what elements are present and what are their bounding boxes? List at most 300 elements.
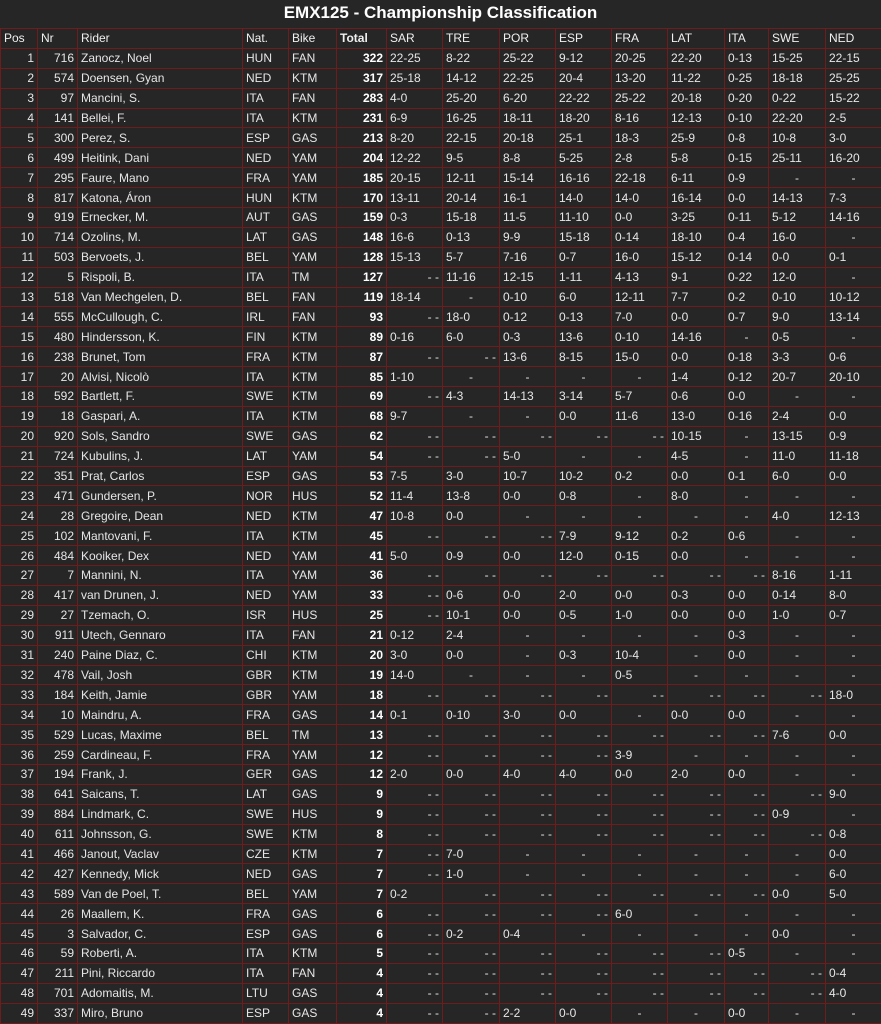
nation-cell: ITA xyxy=(243,406,289,426)
result-cell: 5-25 xyxy=(556,148,612,168)
result-cell: - xyxy=(826,924,881,944)
nation-cell: BEL xyxy=(243,725,289,745)
header-bike[interactable]: Bike xyxy=(289,29,337,49)
total-cell: 9 xyxy=(337,804,387,824)
header-nr[interactable]: Nr xyxy=(38,29,78,49)
result-cell: 0-3 xyxy=(387,208,443,228)
bike-cell: TM xyxy=(289,267,337,287)
result-cell: - - xyxy=(725,884,769,904)
pos-cell: 20 xyxy=(1,426,38,446)
header-round[interactable]: SAR xyxy=(387,29,443,49)
result-cell: - - xyxy=(668,884,725,904)
number-cell: 484 xyxy=(38,546,78,566)
result-cell: - xyxy=(725,904,769,924)
result-cell: 12-0 xyxy=(769,267,826,287)
nation-cell: GBR xyxy=(243,685,289,705)
result-cell: 0-6 xyxy=(668,387,725,407)
bike-cell: FAN xyxy=(289,625,337,645)
result-cell: - - xyxy=(443,904,500,924)
rider-cell: Kennedy, Mick xyxy=(78,864,243,884)
rider-cell: Hindersson, K. xyxy=(78,327,243,347)
bike-cell: GAS xyxy=(289,1003,337,1023)
result-cell: - - xyxy=(500,566,556,586)
result-cell: - - xyxy=(769,824,826,844)
result-cell: - - xyxy=(612,804,668,824)
bike-cell: TM xyxy=(289,725,337,745)
result-cell: - xyxy=(769,665,826,685)
result-cell: - - xyxy=(387,745,443,765)
nation-cell: SWE xyxy=(243,426,289,446)
number-cell: 817 xyxy=(38,188,78,208)
result-cell: - xyxy=(668,506,725,526)
rider-cell: Lindmark, C. xyxy=(78,804,243,824)
result-cell: - - xyxy=(556,566,612,586)
nation-cell: LAT xyxy=(243,784,289,804)
result-cell: - - xyxy=(556,685,612,705)
table-row xyxy=(1,924,881,944)
pos-cell: 19 xyxy=(1,406,38,426)
total-cell: 12 xyxy=(337,764,387,784)
pos-cell: 47 xyxy=(1,963,38,983)
result-cell: 7-5 xyxy=(387,466,443,486)
rider-cell: Perez, S. xyxy=(78,128,243,148)
number-cell: 911 xyxy=(38,625,78,645)
result-cell: 0-10 xyxy=(443,705,500,725)
pos-cell: 35 xyxy=(1,725,38,745)
result-cell: - - xyxy=(556,784,612,804)
table-row xyxy=(1,108,881,128)
result-cell: - - xyxy=(556,426,612,446)
bike-cell: KTM xyxy=(289,665,337,685)
result-cell: - - xyxy=(612,685,668,705)
result-cell: - xyxy=(500,665,556,685)
result-cell: - - xyxy=(725,963,769,983)
result-cell: 0-0 xyxy=(725,188,769,208)
rider-cell: Rispoli, B. xyxy=(78,267,243,287)
header-pos[interactable]: Pos xyxy=(1,29,38,49)
result-cell: - - xyxy=(725,784,769,804)
result-cell: 0-0 xyxy=(612,585,668,605)
pos-cell: 26 xyxy=(1,546,38,566)
bike-cell: KTM xyxy=(289,406,337,426)
result-cell: 7-3 xyxy=(826,188,881,208)
result-cell: 22-15 xyxy=(826,48,881,68)
result-cell: - - xyxy=(387,685,443,705)
result-cell: - - xyxy=(556,983,612,1003)
result-cell: 0-13 xyxy=(443,227,500,247)
total-cell: 231 xyxy=(337,108,387,128)
result-cell: 0-6 xyxy=(725,526,769,546)
result-cell: - - xyxy=(769,963,826,983)
result-cell: 14-13 xyxy=(500,387,556,407)
total-cell: 53 xyxy=(337,466,387,486)
result-cell: 20-14 xyxy=(443,188,500,208)
result-cell: 14-16 xyxy=(826,208,881,228)
bike-cell: GAS xyxy=(289,208,337,228)
result-cell: - - xyxy=(443,725,500,745)
result-cell: 14-12 xyxy=(443,68,500,88)
result-cell: 0-10 xyxy=(500,287,556,307)
result-cell: - xyxy=(556,844,612,864)
result-cell: 13-6 xyxy=(556,327,612,347)
total-cell: 85 xyxy=(337,367,387,387)
total-cell: 213 xyxy=(337,128,387,148)
total-cell: 52 xyxy=(337,486,387,506)
nation-cell: FIN xyxy=(243,327,289,347)
number-cell: 701 xyxy=(38,983,78,1003)
pos-cell: 45 xyxy=(1,924,38,944)
result-cell: - xyxy=(612,864,668,884)
number-cell: 529 xyxy=(38,725,78,745)
result-cell: 0-8 xyxy=(725,128,769,148)
table-row xyxy=(1,625,881,645)
table-row xyxy=(1,367,881,387)
pos-cell: 39 xyxy=(1,804,38,824)
total-cell: 7 xyxy=(337,884,387,904)
result-cell: 16-0 xyxy=(769,227,826,247)
result-cell: 16-16 xyxy=(556,168,612,188)
nation-cell: BEL xyxy=(243,247,289,267)
result-cell: - - xyxy=(443,526,500,546)
nation-cell: SWE xyxy=(243,804,289,824)
rider-cell: Janout, Vaclav xyxy=(78,844,243,864)
result-cell: 12-15 xyxy=(500,267,556,287)
result-cell: - xyxy=(769,526,826,546)
result-cell: - xyxy=(612,1003,668,1023)
nation-cell: ITA xyxy=(243,367,289,387)
pos-cell: 41 xyxy=(1,844,38,864)
result-cell: 4-0 xyxy=(387,88,443,108)
bike-cell: GAS xyxy=(289,227,337,247)
result-cell: 25-20 xyxy=(443,88,500,108)
number-cell: 238 xyxy=(38,347,78,367)
result-cell: - xyxy=(769,168,826,188)
result-cell: 11-18 xyxy=(826,446,881,466)
bike-cell: KTM xyxy=(289,108,337,128)
header-round[interactable]: ITA xyxy=(725,29,769,49)
result-cell: - xyxy=(612,625,668,645)
nation-cell: SWE xyxy=(243,824,289,844)
table-row xyxy=(1,446,881,466)
result-cell: 2-0 xyxy=(387,764,443,784)
result-cell: - - xyxy=(500,983,556,1003)
number-cell: 499 xyxy=(38,148,78,168)
result-cell: 6-20 xyxy=(500,88,556,108)
result-cell: 0-13 xyxy=(725,48,769,68)
result-cell: - - xyxy=(387,426,443,446)
pos-cell: 29 xyxy=(1,605,38,625)
result-cell: - - xyxy=(500,884,556,904)
result-cell: 3-14 xyxy=(556,387,612,407)
bike-cell: HUS xyxy=(289,486,337,506)
result-cell: - - xyxy=(500,963,556,983)
result-cell: - - xyxy=(500,824,556,844)
result-cell: - - xyxy=(443,745,500,765)
result-cell: 0-8 xyxy=(826,824,881,844)
total-cell: 317 xyxy=(337,68,387,88)
table-row xyxy=(1,566,881,586)
nation-cell: ESP xyxy=(243,924,289,944)
rider-cell: Roberti, A. xyxy=(78,943,243,963)
table-row xyxy=(1,426,881,446)
header-total[interactable]: Total xyxy=(337,29,387,49)
result-cell: 10-1 xyxy=(443,605,500,625)
result-cell: 6-0 xyxy=(556,287,612,307)
result-cell: - xyxy=(612,367,668,387)
header-round[interactable]: SWE xyxy=(769,29,826,49)
pos-cell: 42 xyxy=(1,864,38,884)
result-cell: 10-4 xyxy=(612,645,668,665)
result-cell: 20-7 xyxy=(769,367,826,387)
rider-cell: Faure, Mano xyxy=(78,168,243,188)
header-nat[interactable]: Nat. xyxy=(243,29,289,49)
nation-cell: BEL xyxy=(243,287,289,307)
result-cell: - - xyxy=(612,824,668,844)
header-round[interactable]: FRA xyxy=(612,29,668,49)
result-cell: 0-0 xyxy=(769,924,826,944)
header-round[interactable]: TRE xyxy=(443,29,500,49)
result-cell: 4-0 xyxy=(556,764,612,784)
result-cell: 7-6 xyxy=(769,725,826,745)
pos-cell: 32 xyxy=(1,665,38,685)
result-cell: 25-1 xyxy=(556,128,612,148)
result-cell: 22-22 xyxy=(556,88,612,108)
result-cell: 15-22 xyxy=(826,88,881,108)
number-cell: 300 xyxy=(38,128,78,148)
header-round[interactable]: ESP xyxy=(556,29,612,49)
rider-cell: Frank, J. xyxy=(78,764,243,784)
result-cell: - xyxy=(612,486,668,506)
result-cell: 5-0 xyxy=(826,884,881,904)
bike-cell: KTM xyxy=(289,387,337,407)
result-cell: 13-11 xyxy=(387,188,443,208)
number-cell: 27 xyxy=(38,605,78,625)
bike-cell: GAS xyxy=(289,705,337,725)
bike-cell: KTM xyxy=(289,526,337,546)
rider-cell: Gundersen, P. xyxy=(78,486,243,506)
result-cell: 13-15 xyxy=(769,426,826,446)
rider-cell: Adomaitis, M. xyxy=(78,983,243,1003)
bike-cell: KTM xyxy=(289,943,337,963)
bike-cell: KTM xyxy=(289,188,337,208)
result-cell: - xyxy=(556,506,612,526)
result-cell: 14-13 xyxy=(769,188,826,208)
nation-cell: ITA xyxy=(243,108,289,128)
result-cell: - - xyxy=(668,943,725,963)
result-cell: 0-0 xyxy=(500,486,556,506)
result-cell: - xyxy=(668,745,725,765)
pos-cell: 9 xyxy=(1,208,38,228)
number-cell: 920 xyxy=(38,426,78,446)
result-cell: 12-11 xyxy=(443,168,500,188)
total-cell: 62 xyxy=(337,426,387,446)
result-cell: - xyxy=(769,943,826,963)
result-cell: - xyxy=(668,625,725,645)
rider-cell: Alvisi, Nicolò xyxy=(78,367,243,387)
nation-cell: NED xyxy=(243,68,289,88)
result-cell: 0-9 xyxy=(769,804,826,824)
number-cell: 295 xyxy=(38,168,78,188)
result-cell: - xyxy=(556,367,612,387)
number-cell: 611 xyxy=(38,824,78,844)
result-cell: 14-16 xyxy=(668,327,725,347)
bike-cell: YAM xyxy=(289,247,337,267)
result-cell: - xyxy=(556,864,612,884)
bike-cell: GAS xyxy=(289,924,337,944)
result-cell: 22-20 xyxy=(769,108,826,128)
result-cell: - - xyxy=(387,1003,443,1023)
result-cell: 22-15 xyxy=(443,128,500,148)
rider-cell: Van Mechgelen, D. xyxy=(78,287,243,307)
number-cell: 259 xyxy=(38,745,78,765)
total-cell: 41 xyxy=(337,546,387,566)
result-cell: 11-4 xyxy=(387,486,443,506)
result-cell: - xyxy=(443,287,500,307)
table-row xyxy=(1,943,881,963)
header-round[interactable]: POR xyxy=(500,29,556,49)
result-cell: 9-12 xyxy=(612,526,668,546)
result-cell: 1-10 xyxy=(387,367,443,387)
table-row xyxy=(1,406,881,426)
result-cell: - xyxy=(769,844,826,864)
result-cell: 8-22 xyxy=(443,48,500,68)
total-cell: 6 xyxy=(337,924,387,944)
pos-cell: 13 xyxy=(1,287,38,307)
table-row xyxy=(1,864,881,884)
rider-cell: Doensen, Gyan xyxy=(78,68,243,88)
number-cell: 3 xyxy=(38,924,78,944)
total-cell: 47 xyxy=(337,506,387,526)
result-cell: - xyxy=(826,327,881,347)
bike-cell: GAS xyxy=(289,904,337,924)
result-cell: 0-14 xyxy=(612,227,668,247)
result-cell: - xyxy=(769,486,826,506)
result-cell: 2-4 xyxy=(443,625,500,645)
result-cell: 0-10 xyxy=(612,327,668,347)
pos-cell: 36 xyxy=(1,745,38,765)
result-cell: 1-11 xyxy=(556,267,612,287)
result-cell: - - xyxy=(443,566,500,586)
pos-cell: 40 xyxy=(1,824,38,844)
pos-cell: 18 xyxy=(1,387,38,407)
number-cell: 503 xyxy=(38,247,78,267)
result-cell: - - xyxy=(668,784,725,804)
result-cell: 0-4 xyxy=(725,227,769,247)
result-cell: - xyxy=(725,446,769,466)
table-row xyxy=(1,188,881,208)
result-cell: 25-25 xyxy=(826,68,881,88)
rider-cell: Tzemach, O. xyxy=(78,605,243,625)
table-row xyxy=(1,227,881,247)
result-cell: 6-0 xyxy=(826,864,881,884)
result-cell: 0-1 xyxy=(387,705,443,725)
result-cell: 16-20 xyxy=(826,148,881,168)
pos-cell: 22 xyxy=(1,466,38,486)
result-cell: - - xyxy=(725,685,769,705)
result-cell: 0-0 xyxy=(443,764,500,784)
number-cell: 427 xyxy=(38,864,78,884)
result-cell: 0-0 xyxy=(725,387,769,407)
total-cell: 128 xyxy=(337,247,387,267)
rider-cell: Zanocz, Noel xyxy=(78,48,243,68)
table-row xyxy=(1,665,881,685)
header-round[interactable]: NED xyxy=(826,29,881,49)
total-cell: 185 xyxy=(337,168,387,188)
result-cell: - xyxy=(769,1003,826,1023)
result-cell: - - xyxy=(556,943,612,963)
result-cell: 0-0 xyxy=(668,347,725,367)
result-cell: - xyxy=(826,705,881,725)
rider-cell: Heitink, Dani xyxy=(78,148,243,168)
result-cell: 22-20 xyxy=(668,48,725,68)
result-cell: - xyxy=(725,924,769,944)
rider-cell: Kubulins, J. xyxy=(78,446,243,466)
result-cell: 0-1 xyxy=(725,466,769,486)
result-cell: 0-0 xyxy=(725,585,769,605)
table-row xyxy=(1,884,881,904)
result-cell: 3-25 xyxy=(668,208,725,228)
header-rider[interactable]: Rider xyxy=(78,29,243,49)
result-cell: 18-0 xyxy=(443,307,500,327)
result-cell: - xyxy=(443,665,500,685)
result-cell: 13-20 xyxy=(612,68,668,88)
result-cell: 12-13 xyxy=(668,108,725,128)
number-cell: 5 xyxy=(38,267,78,287)
result-cell: 5-0 xyxy=(387,546,443,566)
number-cell: 518 xyxy=(38,287,78,307)
result-cell: - xyxy=(500,406,556,426)
result-cell: - - xyxy=(556,884,612,904)
result-cell: 1-4 xyxy=(668,367,725,387)
rider-cell: Salvador, C. xyxy=(78,924,243,944)
result-cell: 0-5 xyxy=(556,605,612,625)
header-round[interactable]: LAT xyxy=(668,29,725,49)
total-cell: 45 xyxy=(337,526,387,546)
result-cell: - - xyxy=(612,943,668,963)
number-cell: 884 xyxy=(38,804,78,824)
result-cell: - - xyxy=(500,784,556,804)
result-cell: - - xyxy=(556,963,612,983)
result-cell: 16-6 xyxy=(387,227,443,247)
result-cell: 4-3 xyxy=(443,387,500,407)
pos-cell: 2 xyxy=(1,68,38,88)
number-cell: 28 xyxy=(38,506,78,526)
result-cell: 0-9 xyxy=(826,426,881,446)
rider-cell: Maindru, A. xyxy=(78,705,243,725)
pos-cell: 44 xyxy=(1,904,38,924)
result-cell: 3-0 xyxy=(826,128,881,148)
result-cell: - xyxy=(769,625,826,645)
bike-cell: KTM xyxy=(289,347,337,367)
table-body xyxy=(1,48,881,1023)
total-cell: 93 xyxy=(337,307,387,327)
number-cell: 20 xyxy=(38,367,78,387)
number-cell: 102 xyxy=(38,526,78,546)
number-cell: 716 xyxy=(38,48,78,68)
result-cell: - xyxy=(826,804,881,824)
bike-cell: FAN xyxy=(289,287,337,307)
result-cell: 0-0 xyxy=(668,605,725,625)
result-cell: 0-5 xyxy=(769,327,826,347)
table-row xyxy=(1,287,881,307)
number-cell: 184 xyxy=(38,685,78,705)
result-cell: 2-0 xyxy=(668,764,725,784)
result-cell: 0-5 xyxy=(725,943,769,963)
bike-cell: GAS xyxy=(289,466,337,486)
result-cell: 6-9 xyxy=(387,108,443,128)
result-cell: 0-2 xyxy=(443,924,500,944)
pos-cell: 8 xyxy=(1,188,38,208)
